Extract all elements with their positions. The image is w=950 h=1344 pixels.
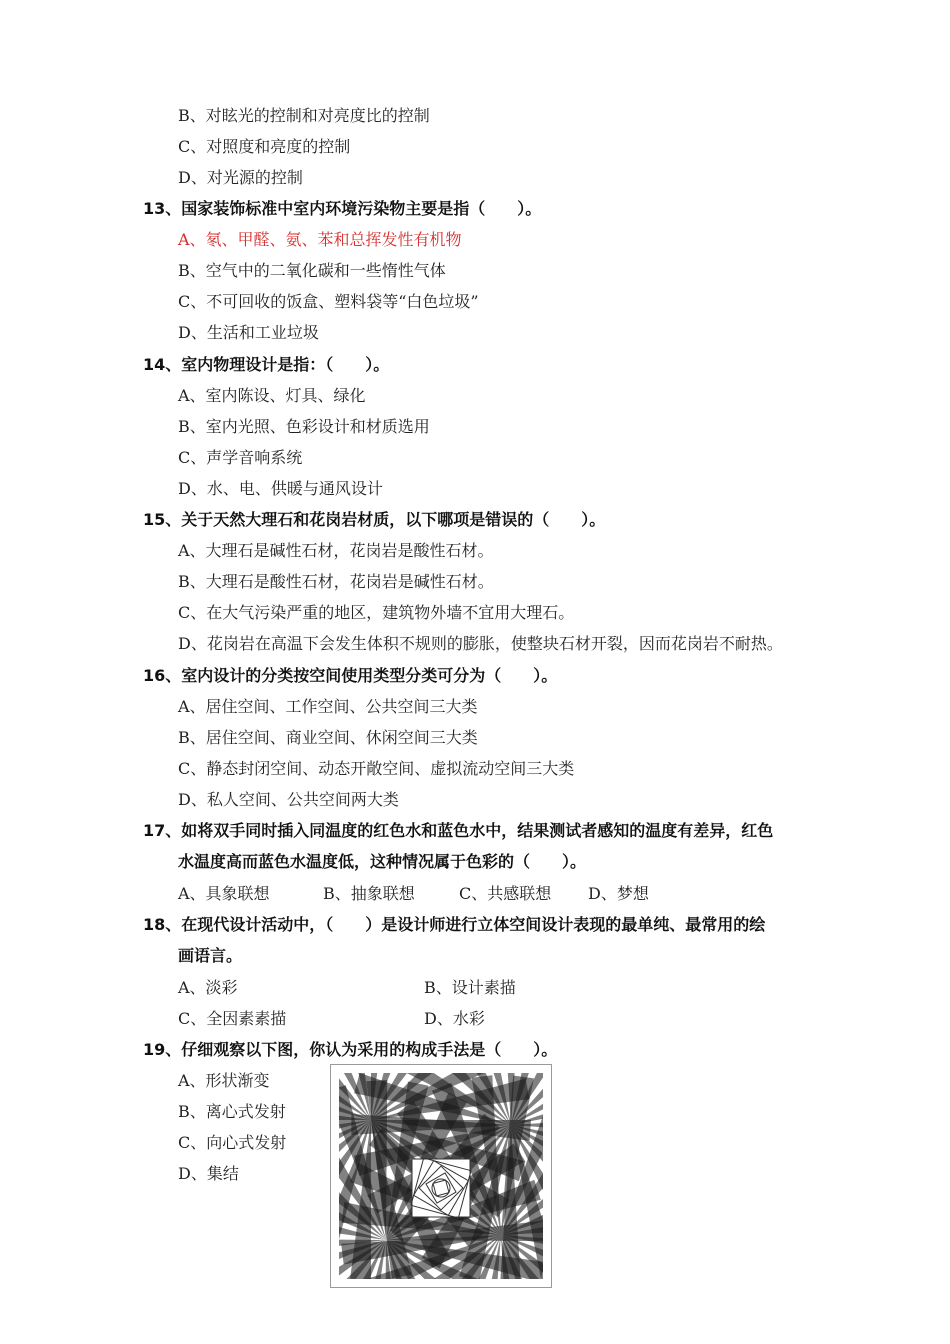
q19-option-a: A、形状渐变 — [178, 1071, 270, 1090]
q15-option-d: D、花岗岩在高温下会发生体积不规则的膨胀，使整块石材开裂，因而花岗岩不耐热。 — [178, 634, 783, 653]
q14-option-a: A、室内陈设、灯具、绿化 — [178, 386, 366, 405]
q19-option-c: C、向心式发射 — [178, 1133, 287, 1152]
radial-composition-figure — [330, 1064, 552, 1288]
q17-option-b: B、抽象联想 — [323, 884, 415, 903]
q12-option-c: C、对照度和亮度的控制 — [178, 137, 351, 156]
q13-option-d: D、生活和工业垃圾 — [178, 323, 319, 342]
q16-stem: 16、室内设计的分类按空间使用类型分类可分为（ ）。 — [143, 666, 558, 685]
q18-stem-line1: 18、在现代设计活动中，（ ）是设计师进行立体空间设计表现的最单纯、最常用的绘 — [143, 915, 766, 934]
q16-option-c: C、静态封闭空间、动态开敞空间、虚拟流动空间三大类 — [178, 759, 575, 778]
q16-option-a: A、居住空间、工作空间、公共空间三大类 — [178, 697, 478, 716]
q19-stem: 19、仔细观察以下图，你认为采用的构成手法是（ ）。 — [143, 1040, 558, 1059]
q12-option-d: D、对光源的控制 — [178, 168, 303, 187]
q18-option-d: D、水彩 — [424, 1009, 485, 1028]
q18-option-b: B、设计素描 — [424, 978, 516, 997]
q17-option-d: D、梦想 — [588, 884, 649, 903]
q16-option-b: B、居住空间、商业空间、休闲空间三大类 — [178, 728, 478, 747]
q18-option-a: A、淡彩 — [178, 978, 238, 997]
q17-stem-line1: 17、如将双手同时插入同温度的红色水和蓝色水中，结果测试者感知的温度有差异，红色 — [143, 821, 774, 840]
q17-stem-line2: 水温度高而蓝色水温度低，这种情况属于色彩的（ ）。 — [178, 852, 587, 871]
radial-composition-icon — [331, 1065, 551, 1287]
q15-option-a: A、大理石是碱性石材，花岗岩是酸性石材。 — [178, 541, 494, 560]
q14-option-c: C、声学音响系统 — [178, 448, 303, 467]
q12-option-b: B、对眩光的控制和对亮度比的控制 — [178, 106, 430, 125]
q14-option-d: D、水、电、供暖与通风设计 — [178, 479, 383, 498]
q13-option-c: C、不可回收的饭盒、塑料袋等“白色垃圾” — [178, 292, 479, 311]
q13-stem: 13、国家装饰标准中室内环境污染物主要是指（ ）。 — [143, 199, 542, 218]
q19-option-d: D、集结 — [178, 1164, 239, 1183]
q17-option-c: C、共感联想 — [459, 884, 552, 903]
q17-option-a: A、具象联想 — [178, 884, 270, 903]
q18-option-c: C、全因素素描 — [178, 1009, 287, 1028]
q18-stem-line2: 画语言。 — [178, 946, 243, 965]
q19-option-b: B、离心式发射 — [178, 1102, 286, 1121]
q13-option-a: A、氡、甲醛、氨、苯和总挥发性有机物 — [178, 230, 462, 249]
q15-option-c: C、在大气污染严重的地区，建筑物外墙不宜用大理石。 — [178, 603, 575, 622]
q16-option-d: D、私人空间、公共空间两大类 — [178, 790, 399, 809]
q13-option-b: B、空气中的二氧化碳和一些惰性气体 — [178, 261, 446, 280]
q14-option-b: B、室内光照、色彩设计和材质选用 — [178, 417, 430, 436]
q15-stem: 15、关于天然大理石和花岗岩材质，以下哪项是错误的（ ）。 — [143, 510, 606, 529]
q14-stem: 14、室内物理设计是指：（ ）。 — [143, 355, 390, 374]
q15-option-b: B、大理石是酸性石材，花岗岩是碱性石材。 — [178, 572, 494, 591]
